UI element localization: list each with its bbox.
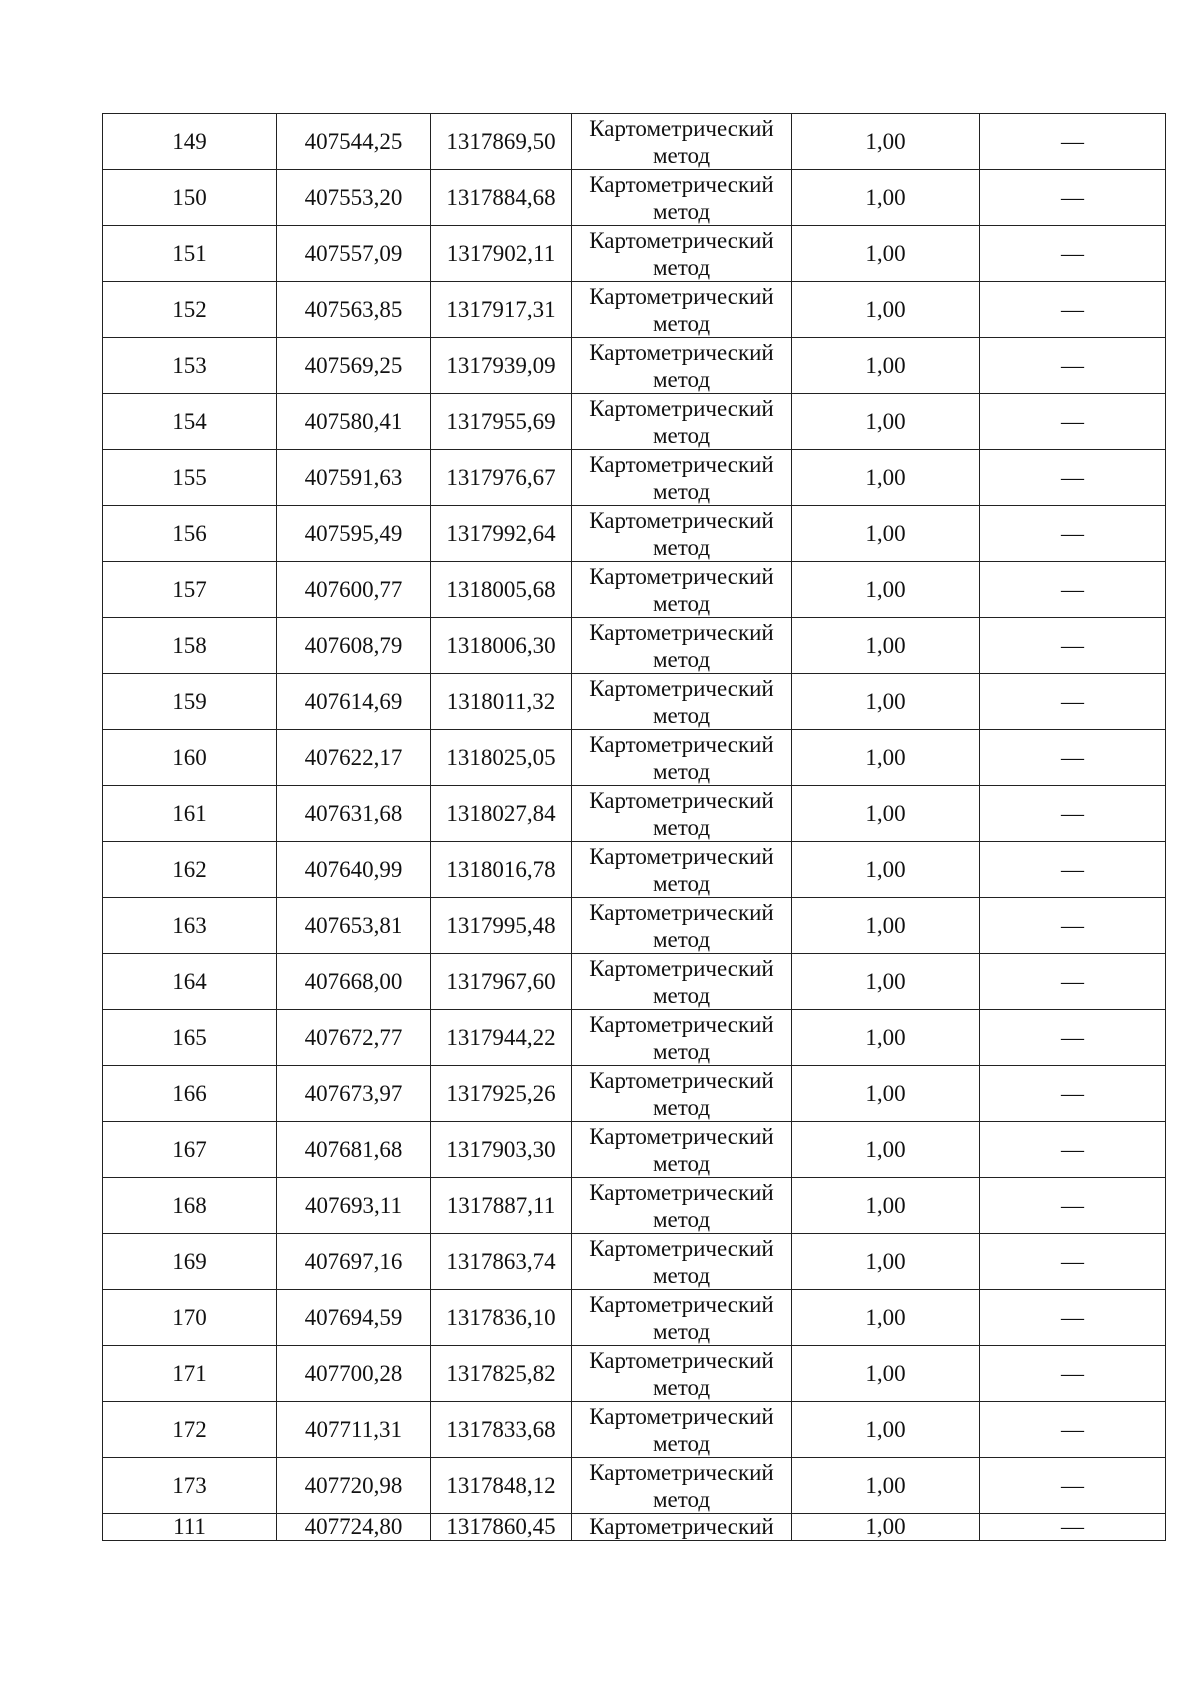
method-cell — [572, 1514, 792, 1541]
method-text: Картометрический метод — [589, 171, 774, 224]
note-cell: — — [980, 562, 1166, 618]
accuracy-cell: 1,00 — [792, 674, 980, 730]
point-number-cell: 111 — [103, 1514, 277, 1541]
note-cell: — — [980, 170, 1166, 226]
table-row — [103, 338, 1166, 394]
table-row — [103, 1514, 1166, 1541]
point-number-cell: 169 — [103, 1234, 277, 1290]
point-number-cell: 165 — [103, 1010, 277, 1066]
y-coordinate-cell: 1317903,30 — [431, 1122, 572, 1178]
point-number-cell: 168 — [103, 1178, 277, 1234]
point-number-cell: 152 — [103, 282, 277, 338]
point-number-cell: 173 — [103, 1458, 277, 1514]
method-text: Картометрический метод — [589, 1235, 774, 1288]
note-cell: — — [980, 1458, 1166, 1514]
x-coordinate-cell: 407622,17 — [277, 730, 431, 786]
note-cell: — — [980, 618, 1166, 674]
method-text: Картометрический метод — [589, 115, 774, 168]
accuracy-cell: 1,00 — [792, 730, 980, 786]
accuracy-cell: 1,00 — [792, 1402, 980, 1458]
method-cell — [572, 954, 792, 1010]
point-number-cell: 154 — [103, 394, 277, 450]
note-cell: — — [980, 114, 1166, 170]
table-row — [103, 1234, 1166, 1290]
x-coordinate-cell: 407673,97 — [277, 1066, 431, 1122]
y-coordinate-cell: 1318006,30 — [431, 618, 572, 674]
accuracy-cell: 1,00 — [792, 506, 980, 562]
table-row — [103, 618, 1166, 674]
y-coordinate-cell: 1317825,82 — [431, 1346, 572, 1402]
method-cell — [572, 1178, 792, 1234]
accuracy-cell: 1,00 — [792, 114, 980, 170]
y-coordinate-cell: 1318011,32 — [431, 674, 572, 730]
x-coordinate-cell: 407694,59 — [277, 1290, 431, 1346]
accuracy-cell: 1,00 — [792, 1234, 980, 1290]
point-number-cell: 161 — [103, 786, 277, 842]
accuracy-cell: 1,00 — [792, 170, 980, 226]
table-body — [103, 114, 1166, 1541]
table-row — [103, 394, 1166, 450]
method-text: Картометрический метод — [589, 339, 774, 392]
note-cell: — — [980, 898, 1166, 954]
note-cell: — — [980, 1234, 1166, 1290]
point-number-cell: 164 — [103, 954, 277, 1010]
note-cell: — — [980, 394, 1166, 450]
note-cell: — — [980, 506, 1166, 562]
method-cell — [572, 338, 792, 394]
point-number-cell: 163 — [103, 898, 277, 954]
x-coordinate-cell: 407631,68 — [277, 786, 431, 842]
note-cell: — — [980, 674, 1166, 730]
note-cell: — — [980, 338, 1166, 394]
note-cell: — — [980, 450, 1166, 506]
point-number-cell: 156 — [103, 506, 277, 562]
y-coordinate-cell: 1317976,67 — [431, 450, 572, 506]
method-cell — [572, 898, 792, 954]
y-coordinate-cell: 1317992,64 — [431, 506, 572, 562]
accuracy-cell: 1,00 — [792, 394, 980, 450]
method-cell — [572, 394, 792, 450]
x-coordinate-cell: 407672,77 — [277, 1010, 431, 1066]
accuracy-cell: 1,00 — [792, 282, 980, 338]
method-text: Картометрический метод — [589, 1067, 774, 1120]
note-cell: — — [980, 1514, 1166, 1541]
method-cell — [572, 674, 792, 730]
method-cell — [572, 842, 792, 898]
accuracy-cell: 1,00 — [792, 1290, 980, 1346]
table-row — [103, 674, 1166, 730]
note-cell: — — [980, 786, 1166, 842]
note-cell: — — [980, 282, 1166, 338]
x-coordinate-cell: 407640,99 — [277, 842, 431, 898]
note-cell: — — [980, 1402, 1166, 1458]
method-text: Картометрический метод — [589, 451, 774, 504]
accuracy-cell: 1,00 — [792, 954, 980, 1010]
y-coordinate-cell: 1317848,12 — [431, 1458, 572, 1514]
y-coordinate-cell: 1317925,26 — [431, 1066, 572, 1122]
method-cell — [572, 786, 792, 842]
table-row — [103, 842, 1166, 898]
method-cell — [572, 730, 792, 786]
x-coordinate-cell: 407697,16 — [277, 1234, 431, 1290]
y-coordinate-cell: 1317887,11 — [431, 1178, 572, 1234]
accuracy-cell: 1,00 — [792, 226, 980, 282]
note-cell: — — [980, 730, 1166, 786]
method-text: Картометрический метод — [589, 1291, 774, 1344]
method-text: Картометрический метод — [589, 731, 774, 784]
method-text: Картометрический метод — [589, 1347, 774, 1400]
note-cell: — — [980, 226, 1166, 282]
method-cell — [572, 562, 792, 618]
method-text: Картометрический метод — [589, 675, 774, 728]
y-coordinate-cell: 1318005,68 — [431, 562, 572, 618]
y-coordinate-cell: 1317955,69 — [431, 394, 572, 450]
accuracy-cell: 1,00 — [792, 1514, 980, 1541]
accuracy-cell: 1,00 — [792, 898, 980, 954]
y-coordinate-cell: 1317869,50 — [431, 114, 572, 170]
note-cell: — — [980, 1010, 1166, 1066]
accuracy-cell: 1,00 — [792, 1122, 980, 1178]
accuracy-cell: 1,00 — [792, 842, 980, 898]
y-coordinate-cell: 1317902,11 — [431, 226, 572, 282]
coordinates-table — [102, 113, 1166, 1541]
method-text: Картометрический метод — [589, 1011, 774, 1064]
method-text: Картометрический метод — [589, 619, 774, 672]
table-row — [103, 1346, 1166, 1402]
table-row — [103, 1178, 1166, 1234]
method-text: Картометрический метод — [589, 843, 774, 896]
method-text: Картометрический метод — [589, 1179, 774, 1232]
table-row — [103, 226, 1166, 282]
note-cell: — — [980, 1290, 1166, 1346]
point-number-cell: 150 — [103, 170, 277, 226]
accuracy-cell: 1,00 — [792, 1010, 980, 1066]
x-coordinate-cell: 407614,69 — [277, 674, 431, 730]
table-row — [103, 1458, 1166, 1514]
note-cell: — — [980, 1346, 1166, 1402]
point-number-cell: 155 — [103, 450, 277, 506]
method-text: Картометрический метод — [589, 563, 774, 616]
x-coordinate-cell: 407563,85 — [277, 282, 431, 338]
note-cell: — — [980, 842, 1166, 898]
method-cell — [572, 226, 792, 282]
method-cell — [572, 1402, 792, 1458]
y-coordinate-cell: 1317884,68 — [431, 170, 572, 226]
table-row — [103, 786, 1166, 842]
accuracy-cell: 1,00 — [792, 1346, 980, 1402]
x-coordinate-cell: 407700,28 — [277, 1346, 431, 1402]
method-cell — [572, 282, 792, 338]
point-number-cell: 151 — [103, 226, 277, 282]
x-coordinate-cell: 407544,25 — [277, 114, 431, 170]
x-coordinate-cell: 407591,63 — [277, 450, 431, 506]
x-coordinate-cell: 407724,80 — [277, 1514, 431, 1541]
method-cell — [572, 114, 792, 170]
point-number-cell: 170 — [103, 1290, 277, 1346]
point-number-cell: 159 — [103, 674, 277, 730]
method-cell — [572, 450, 792, 506]
y-coordinate-cell: 1318016,78 — [431, 842, 572, 898]
method-text: Картометрический метод — [589, 1403, 774, 1456]
table-row — [103, 954, 1166, 1010]
table-row — [103, 1290, 1166, 1346]
note-cell: — — [980, 1178, 1166, 1234]
x-coordinate-cell: 407595,49 — [277, 506, 431, 562]
table-row — [103, 114, 1166, 170]
method-cell — [572, 1346, 792, 1402]
method-text: Картометрический метод — [589, 1459, 774, 1512]
accuracy-cell: 1,00 — [792, 1066, 980, 1122]
y-coordinate-cell: 1317944,22 — [431, 1010, 572, 1066]
x-coordinate-cell: 407681,68 — [277, 1122, 431, 1178]
table-row — [103, 1010, 1166, 1066]
point-number-cell: 171 — [103, 1346, 277, 1402]
method-cell — [572, 1234, 792, 1290]
accuracy-cell: 1,00 — [792, 618, 980, 674]
x-coordinate-cell: 407553,20 — [277, 170, 431, 226]
method-cell — [572, 1458, 792, 1514]
note-cell: — — [980, 954, 1166, 1010]
table-row — [103, 282, 1166, 338]
x-coordinate-cell: 407653,81 — [277, 898, 431, 954]
y-coordinate-cell: 1318027,84 — [431, 786, 572, 842]
method-cell — [572, 1122, 792, 1178]
x-coordinate-cell: 407711,31 — [277, 1402, 431, 1458]
y-coordinate-cell: 1317836,10 — [431, 1290, 572, 1346]
method-cell — [572, 1290, 792, 1346]
note-cell: — — [980, 1122, 1166, 1178]
accuracy-cell: 1,00 — [792, 1178, 980, 1234]
accuracy-cell: 1,00 — [792, 338, 980, 394]
y-coordinate-cell: 1317967,60 — [431, 954, 572, 1010]
accuracy-cell: 1,00 — [792, 786, 980, 842]
method-text: Картометрический метод — [589, 507, 774, 560]
x-coordinate-cell: 407580,41 — [277, 394, 431, 450]
y-coordinate-cell: 1317833,68 — [431, 1402, 572, 1458]
point-number-cell: 149 — [103, 114, 277, 170]
x-coordinate-cell: 407720,98 — [277, 1458, 431, 1514]
table-row — [103, 1122, 1166, 1178]
y-coordinate-cell: 1317860,45 — [431, 1514, 572, 1541]
accuracy-cell: 1,00 — [792, 1458, 980, 1514]
x-coordinate-cell: 407693,11 — [277, 1178, 431, 1234]
x-coordinate-cell: 407668,00 — [277, 954, 431, 1010]
point-number-cell: 158 — [103, 618, 277, 674]
y-coordinate-cell: 1317917,31 — [431, 282, 572, 338]
method-cell — [572, 618, 792, 674]
method-text: Картометрический метод — [589, 899, 774, 952]
point-number-cell: 157 — [103, 562, 277, 618]
x-coordinate-cell: 407608,79 — [277, 618, 431, 674]
y-coordinate-cell: 1317939,09 — [431, 338, 572, 394]
method-text: Картометрический метод — [589, 395, 774, 448]
x-coordinate-cell: 407557,09 — [277, 226, 431, 282]
method-text: Картометрический метод — [589, 283, 774, 336]
accuracy-cell: 1,00 — [792, 450, 980, 506]
point-number-cell: 160 — [103, 730, 277, 786]
table-row — [103, 730, 1166, 786]
x-coordinate-cell: 407569,25 — [277, 338, 431, 394]
point-number-cell: 167 — [103, 1122, 277, 1178]
y-coordinate-cell: 1317863,74 — [431, 1234, 572, 1290]
table-row — [103, 562, 1166, 618]
method-cell — [572, 1010, 792, 1066]
table-row — [103, 506, 1166, 562]
method-text: Картометрический — [589, 1514, 774, 1539]
point-number-cell: 166 — [103, 1066, 277, 1122]
y-coordinate-cell: 1318025,05 — [431, 730, 572, 786]
point-number-cell: 172 — [103, 1402, 277, 1458]
method-text: Картометрический метод — [589, 227, 774, 280]
table-row — [103, 898, 1166, 954]
method-text: Картометрический метод — [589, 955, 774, 1008]
table-row — [103, 1066, 1166, 1122]
method-text: Картометрический метод — [589, 1123, 774, 1176]
point-number-cell: 162 — [103, 842, 277, 898]
method-cell — [572, 1066, 792, 1122]
note-cell: — — [980, 1066, 1166, 1122]
point-number-cell: 153 — [103, 338, 277, 394]
method-cell — [572, 506, 792, 562]
accuracy-cell: 1,00 — [792, 562, 980, 618]
y-coordinate-cell: 1317995,48 — [431, 898, 572, 954]
method-cell — [572, 170, 792, 226]
table-row — [103, 170, 1166, 226]
table-row — [103, 450, 1166, 506]
table-row — [103, 1402, 1166, 1458]
x-coordinate-cell: 407600,77 — [277, 562, 431, 618]
method-text: Картометрический метод — [589, 787, 774, 840]
